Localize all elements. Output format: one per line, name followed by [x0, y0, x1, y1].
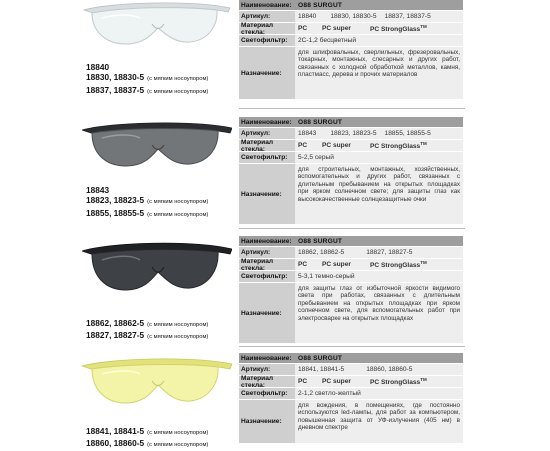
material-values: PC PC super PC StrongGlass™ — [295, 140, 463, 151]
material-label: Материал стекла: — [239, 259, 295, 270]
purpose-label: Назначение: — [239, 400, 295, 443]
purpose-label: Назначение: — [239, 283, 295, 343]
code-row: 18855, 18855-5 (с мягким носоупором) — [86, 207, 209, 218]
spec-table — [239, 353, 463, 444]
purpose-label: Назначение: — [239, 47, 295, 99]
article-codes — [86, 62, 208, 97]
filter-label: Светофильтр: — [239, 388, 295, 399]
clear-safety-glasses-image — [82, 0, 232, 48]
divider — [239, 228, 465, 229]
spec-table — [239, 0, 463, 100]
purpose-label: Назначение: — [239, 164, 295, 224]
material-values: PC PC super PC StrongGlass™ — [295, 259, 463, 270]
article-codes — [86, 318, 208, 343]
filter-value: 5-2,5 серый — [295, 152, 463, 163]
article-label: Артикул: — [239, 247, 295, 258]
gray-safety-glasses-image — [82, 118, 232, 170]
divider — [239, 346, 465, 347]
product-name: O88 SURGUT — [295, 236, 463, 246]
filter-value: 2-1,2 светло-желтый — [295, 388, 463, 399]
article-label: Артикул: — [239, 11, 295, 22]
purpose-text: для вождения, в помещениях, где постоянно используются led-лампы, для работ за компьютером, повышенная защита от УФ-излучения (405 нм) в дневном спектре — [295, 400, 463, 443]
purpose-text: для защиты глаз от избыточной яркости видимого света при работах, связанных с длительным пребыванием на открытых площадках при ярком солнечном свете, для вспомогательных работ при электросварке на открытых площадках — [295, 283, 463, 343]
code-row: 18830, 18830-5 (с мягким носоупором) — [86, 72, 209, 83]
article-label: Артикул: — [239, 364, 295, 375]
article-values: 18840 18830, 18830-5 18837, 18837-5 — [295, 11, 463, 22]
code-row: 18827, 18827-5 (с мягким носоупором) — [86, 330, 209, 341]
material-label: Материал стекла: — [239, 23, 295, 34]
code-row: 18841, 18841-5 (с мягким носоупором) — [86, 426, 209, 436]
dark-gray-safety-glasses-image — [82, 238, 232, 294]
material-label: Материал стекла: — [239, 376, 295, 387]
material-values: PC PC super PC StrongGlass™ — [295, 23, 463, 34]
article-codes — [86, 185, 208, 220]
material-label: Материал стекла: — [239, 140, 295, 151]
article-codes — [86, 426, 208, 451]
code-row: 18840 — [86, 62, 110, 72]
product-name: O88 SURGUT — [295, 353, 463, 363]
spec-table — [239, 117, 463, 225]
code-row: 18860, 18860-5 (с мягким носоупором) — [86, 438, 209, 449]
purpose-text: для шлифовальных, сверлильных, фрезеровальных, токарных, монтажных, слесарных и других работ, связанных с холодной обработкой металлов, камня, пластмасс, дерева и прочих материалов — [295, 47, 463, 99]
code-row: 18862, 18862-5 (с мягким носоупором) — [86, 318, 209, 328]
filter-label: Светофильтр: — [239, 271, 295, 282]
filter-value: 2С-1,2 бесцветный — [295, 35, 463, 46]
name-label: Наименование: — [239, 117, 295, 127]
material-values: PC PC super PC StrongGlass™ — [295, 376, 463, 387]
code-row: 18823, 18823-5 (с мягким носоупором) — [86, 195, 209, 206]
spec-table — [239, 236, 463, 344]
filter-value: 5-3,1 темно-серый — [295, 271, 463, 282]
filter-label: Светофильтр: — [239, 152, 295, 163]
name-label: Наименование: — [239, 236, 295, 246]
product-name: O88 SURGUT — [295, 117, 463, 127]
article-label: Артикул: — [239, 128, 295, 139]
product-name: O88 SURGUT — [295, 0, 463, 10]
article-values: 18841, 18841-5 18860, 18860-5 — [295, 364, 463, 375]
yellow-safety-glasses-image — [82, 355, 232, 407]
divider — [239, 108, 465, 109]
name-label: Наименование: — [239, 0, 295, 10]
article-values: 18862, 18862-5 18827, 18827-5 — [295, 247, 463, 258]
article-values: 18843 18823, 18823-5 18855, 18855-5 — [295, 128, 463, 139]
code-row: 18837, 18837-5 (с мягким носоупором) — [86, 84, 209, 95]
name-label: Наименование: — [239, 353, 295, 363]
code-row: 18843 — [86, 185, 110, 195]
purpose-text: для строительных, монтажных, хозяйственных, вспомогательных и других работ, связанных с длительным пребыванием на открытых площадках при ярком солнечном свете; для защиты глаз как высококачественные солнцезащитные очки — [295, 164, 463, 224]
filter-label: Светофильтр: — [239, 35, 295, 46]
